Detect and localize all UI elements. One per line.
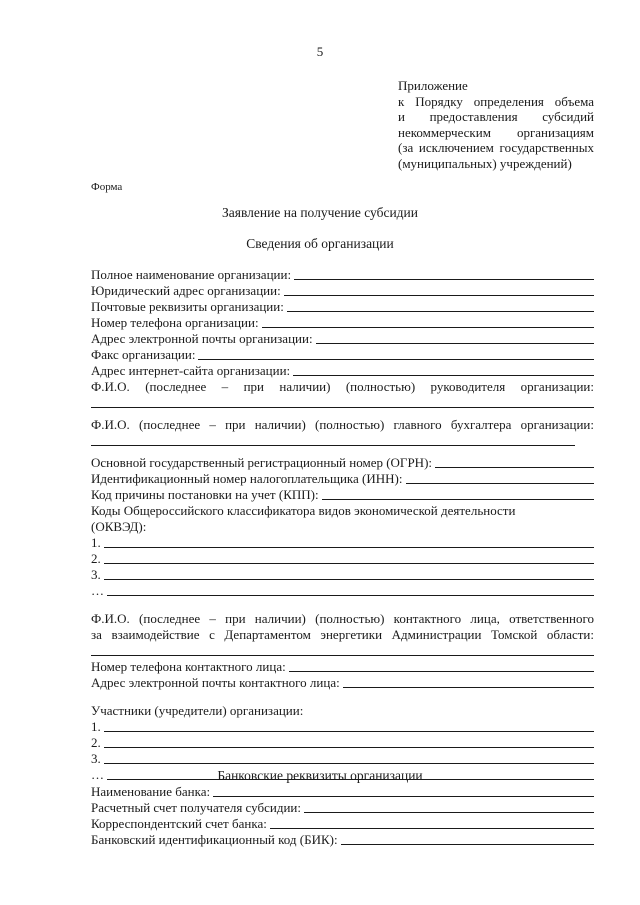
- fill-line[interactable]: [104, 579, 594, 580]
- field-label: Ф.И.О. (последнее – при наличии) (полностью) главного бухгалтера организации:: [91, 417, 594, 432]
- field-label: Номер телефона организации:: [91, 315, 259, 330]
- field-phone[interactable]: [91, 315, 594, 331]
- field-accountant: [91, 417, 594, 433]
- appendix-line: и предоставления субсидий: [398, 109, 594, 124]
- field-okved-cont: [91, 519, 594, 535]
- fill-line[interactable]: [270, 828, 594, 829]
- field-ogrn[interactable]: [91, 455, 594, 471]
- fill-line[interactable]: [322, 499, 594, 500]
- item-number: 1.: [91, 535, 101, 550]
- appendix-line: к Порядку определения объема: [398, 93, 594, 109]
- field-inn[interactable]: [91, 471, 594, 487]
- founder-item[interactable]: [91, 751, 594, 767]
- field-label: Ф.И.О. (последнее – при наличии) (полностью) контактного лица, ответственного: [91, 611, 594, 626]
- field-label: Юридический адрес организации:: [91, 283, 281, 298]
- fill-line[interactable]: [104, 763, 594, 764]
- org-fields: [91, 267, 594, 783]
- fill-line[interactable]: [107, 595, 594, 596]
- fill-line[interactable]: [406, 483, 595, 484]
- field-label: Наименование банка:: [91, 784, 211, 799]
- appendix-note: [398, 78, 594, 171]
- fill-line-head[interactable]: [91, 395, 594, 411]
- fill-line[interactable]: [304, 812, 594, 813]
- appendix-line: некоммерческим организациям: [398, 124, 594, 140]
- field-founders: [91, 703, 594, 719]
- field-contact-email[interactable]: [91, 675, 594, 691]
- fill-line[interactable]: [284, 295, 594, 296]
- fill-line[interactable]: [104, 747, 594, 748]
- field-label: Ф.И.О. (последнее – при наличии) (полностью) руководителя организации:: [91, 379, 594, 394]
- fill-line[interactable]: [104, 547, 594, 548]
- okved-item[interactable]: [91, 583, 594, 599]
- field-bik[interactable]: [91, 832, 594, 848]
- page-number: 5: [316, 44, 324, 59]
- field-label: Участники (учредители) организации:: [91, 703, 304, 718]
- field-label: Корреспондентский счет банка:: [91, 816, 267, 831]
- fill-line[interactable]: [104, 563, 594, 564]
- fill-line[interactable]: [341, 844, 594, 845]
- bank-section-title: Банковские реквизиты организации: [217, 768, 423, 783]
- fill-line[interactable]: [294, 279, 594, 280]
- field-head: [91, 379, 594, 395]
- fill-line[interactable]: [343, 687, 594, 688]
- item-number: 3.: [91, 567, 101, 582]
- field-legal-address[interactable]: [91, 283, 594, 299]
- okved-item[interactable]: [91, 535, 594, 551]
- founder-item[interactable]: [91, 735, 594, 751]
- field-label: Адрес электронной почты контактного лица:: [91, 675, 340, 690]
- field-label: за взаимодействие с Департаментом энергетики Администрации Томской области:: [91, 627, 594, 642]
- field-postal[interactable]: [91, 299, 594, 315]
- item-number: …: [91, 767, 104, 782]
- field-label: Факс организации:: [91, 347, 196, 362]
- field-label: Код причины постановки на учет (КПП):: [91, 487, 319, 502]
- fill-line[interactable]: [104, 731, 594, 732]
- okved-item[interactable]: [91, 551, 594, 567]
- field-label: Банковский идентификационный код (БИК):: [91, 832, 338, 847]
- founder-item[interactable]: [91, 719, 594, 735]
- appendix-line: (муниципальных) учреждений): [398, 155, 572, 171]
- field-full-name[interactable]: [91, 267, 594, 283]
- field-corr-account[interactable]: [91, 816, 594, 832]
- appendix-line: Приложение: [398, 78, 468, 93]
- form-label: Форма: [91, 181, 123, 193]
- item-number: 2.: [91, 551, 101, 566]
- fill-line[interactable]: [293, 375, 594, 376]
- field-label: (ОКВЭД):: [91, 519, 147, 534]
- item-number: 1.: [91, 719, 101, 734]
- field-fax[interactable]: [91, 347, 594, 363]
- item-number: 2.: [91, 735, 101, 750]
- field-okved: [91, 503, 594, 519]
- okved-item[interactable]: [91, 567, 594, 583]
- fill-line[interactable]: [435, 467, 594, 468]
- fill-line[interactable]: [316, 343, 594, 344]
- org-section-title: Сведения об организации: [246, 236, 394, 251]
- field-website[interactable]: [91, 363, 594, 379]
- field-contact-phone[interactable]: [91, 659, 594, 675]
- fill-line[interactable]: [289, 671, 594, 672]
- field-label: Основной государственный регистрационный номер (ОГРН):: [91, 455, 433, 470]
- field-label: Адрес электронной почты организации:: [91, 331, 313, 346]
- item-number: 3.: [91, 751, 101, 766]
- bank-fields: [91, 784, 594, 848]
- field-bank-name[interactable]: [91, 784, 594, 800]
- fill-line[interactable]: [198, 359, 594, 360]
- field-kpp[interactable]: [91, 487, 594, 503]
- field-label: Коды Общероссийского классификатора видов экономической деятельности: [91, 503, 516, 518]
- document-title: Заявление на получение субсидии: [222, 205, 418, 220]
- fill-line[interactable]: [213, 796, 594, 797]
- field-account[interactable]: [91, 800, 594, 816]
- field-contact: [91, 611, 594, 627]
- fill-line[interactable]: [262, 327, 594, 328]
- field-label: Расчетный счет получателя субсидии:: [91, 800, 301, 815]
- field-email[interactable]: [91, 331, 594, 347]
- field-label: Адрес интернет-сайта организации:: [91, 363, 291, 378]
- field-label: Почтовые реквизиты организации:: [91, 299, 284, 314]
- field-contact-cont: [91, 627, 594, 643]
- item-number: …: [91, 583, 104, 598]
- field-label: Полное наименование организации:: [91, 267, 292, 282]
- field-label: Номер телефона контактного лица:: [91, 659, 286, 674]
- field-label: Идентификационный номер налогоплательщика (ИНН):: [91, 471, 403, 486]
- fill-line-contact[interactable]: [91, 643, 594, 659]
- appendix-line: (за исключением государственных: [398, 140, 594, 155]
- fill-line[interactable]: [287, 311, 594, 312]
- fill-line-accountant[interactable]: [91, 433, 594, 449]
